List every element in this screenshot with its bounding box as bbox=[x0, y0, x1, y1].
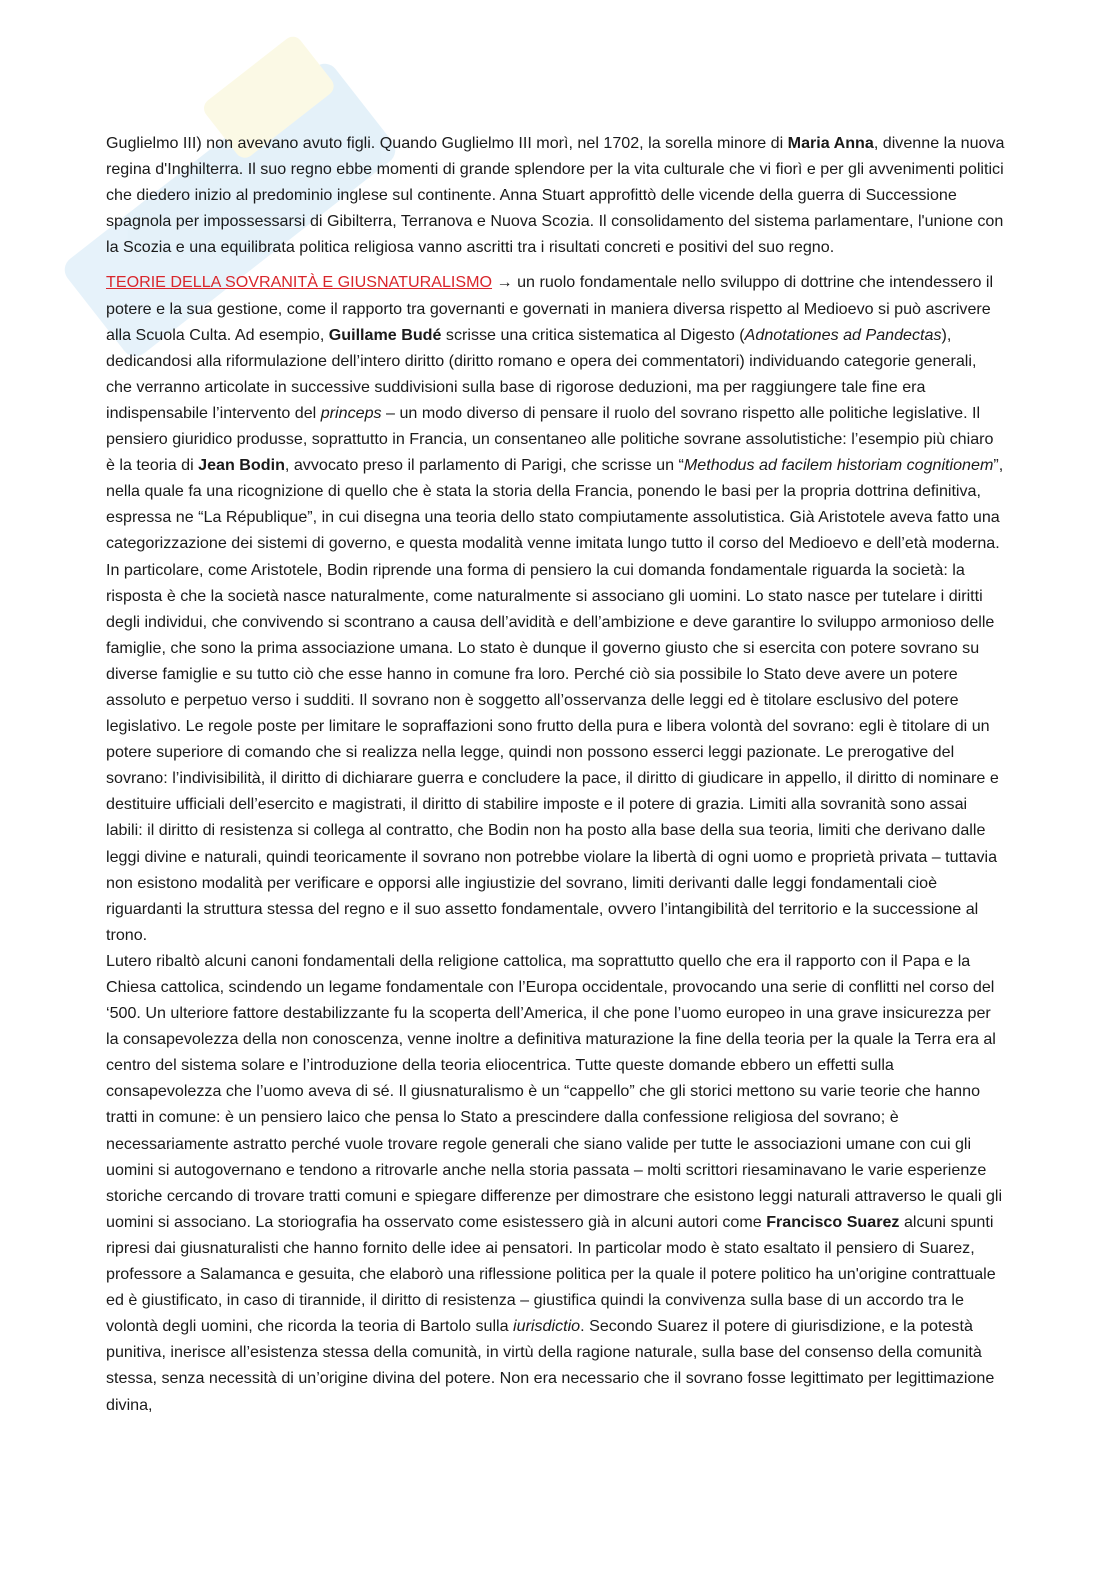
bold-name-bodin: Jean Bodin bbox=[198, 456, 285, 475]
italic-title-adnotationes: Adnotationes ad Pandectas bbox=[744, 325, 942, 344]
bold-name-suarez: Francisco Suarez bbox=[766, 1212, 900, 1231]
text-run: , avvocato preso il parlamento di Parigi, che scrisse un “ bbox=[284, 456, 684, 475]
text-run: , divenne la nuova regina d'Inghilterra. Il suo regno ebbe momenti di grande splendore per la vita culturale che vi fiorì e per gli avvenimenti politici che diedero inizio al predominio inglese sul continente. Anna Stuart approfittò delle vicende della guerra di Successione spagnola per impossessarsi di Gibilterra, Terranova e Nuova Scozia. Il consolidamento del sistema parlamentare, l'unione con la Scozia e una equilibrata politica religiosa vanno ascritti tra i risultati concreti e positivi del suo regno. bbox=[106, 134, 1005, 257]
arrow-glyph: → bbox=[492, 273, 518, 292]
text-run: Guglielmo III) non avevano avuto figli. Quando Guglielmo III morì, nel 1702, la sorella minore di bbox=[106, 134, 788, 152]
italic-princeps: princeps bbox=[320, 403, 382, 422]
text-run: ”, nella quale fa una ricognizione di quello che è stata la storia della Francia, ponendo le basi per la propria dottrina definitiva, espressa ne “La République”, in cui disegna una teoria dello stato compiutamente assolutistica. Già Aristotele aveva fatto una categorizzazione dei sistemi di governo, e questa modalità venne imitata lungo tutto il corso del Medioevo e dell’età moderna. In particolare, come Aristotele, Bodin riprende una forma di pensiero la cui domanda fondamentale riguarda la società: la risposta è che la società nasce naturalmente, come naturalmente si associano gli uomini. Lo stato nasce per tutelare i diritti degli individui, che convivendo si scontrano a causa dell’avidità e dell’ambizione e deve garantire lo sviluppo armonioso delle famiglie, che sono la prima associazione umana. Lo stato è dunque il governo giusto che si esercita con potere sovrano su diverse famiglie e su tutto ciò che esse hanno in comune fra loro. Perché ciò sia possibile lo Stato deve avere un potere assoluto e perpetuo verso i sudditi. Il sovrano non è soggetto all’osservanza delle leggi ed è titolare esclusivo del potere legislativo. Le regole poste per limitare le sopraffazioni sono frutto della pura e libera volontà del sovrano: egli è titolare di un potere superiore di comando che si realizza nella legge, quindi non possono esserci leggi pazionate. Le prerogative del sovrano: l’indivisibilità, il diritto di dichiarare guerra e concludere la pace, il diritto di giudicare in appello, il diritto di nominare e destituire ufficiali dell’esercito e magistrati, il diritto di stabilire imposte e il potere di grazia. Limiti alla sovranità sono assai labili: il diritto di resistenza si collega al contratto, che Bodin non ha posto alla base della sua teoria, limiti che derivano dalle leggi divine e naturali, quindi teoricamente il sovrano non potrebbe violare la libertà di ogni uomo e proprietà privata – tuttavia non esistono modalità per verificare e opporsi alle ingiustizie del sovrano, limiti derivanti dalle leggi fondamentali cioè riguardanti la struttura stessa del regno e il suo assetto fondamentale, ovvero l’intangibilità del territorio e la successione al trono. bbox=[106, 456, 1004, 944]
text-run: scrisse una critica sistematica al Digesto ( bbox=[441, 325, 745, 344]
section-heading-link[interactable]: TEORIE DELLA SOVRANITÀ E GIUSNATURALISMO bbox=[106, 273, 493, 292]
paragraph-sovranita bbox=[106, 269, 1006, 947]
text-run: alcuni spunti ripresi dai giusnaturalisti che hanno fornito delle idee ai pensatori. In particolar modo è stato esaltato il pensiero di Suarez, professore a Salamanca e gesuita, che elaborò una riflessione politica per la quale il potere politico ha un'origine contrattuale ed è giustificato, in caso di tirannide, il diritto di resistenza – giustifica quindi la convivenza sulla base di un accordo tra le volontà degli uomini, che ricorda la teoria di Bartolo sulla bbox=[106, 1212, 996, 1336]
text-run: un ruolo fondamentale nello sviluppo di dottrine che intendessero il potere e la sua gestione, come il rapporto tra governanti e governati in maniera diversa rispetto al Medioevo si può ascrivere alla Scuola Culta. Ad esempio, bbox=[106, 273, 994, 344]
italic-iurisdictio: iurisdictio bbox=[513, 1317, 581, 1336]
italic-title-methodus: Methodus ad facilem historiam cognitionem bbox=[683, 456, 994, 475]
text-run: Lutero ribaltò alcuni canoni fondamentali della religione cattolica, ma soprattutto quello che era il rapporto con il Papa e la Chiesa cattolica, scindendo un legame fondamentale con l’Europa occidentale, provocando una serie di conflitti nel corso del ‘500. Un ulteriore fattore destabilizzante fu la scoperta dell’America, il che pone l’uomo europeo in una grave insicurezza per la consapevolezza della non conoscenza, venne inoltre a definitiva maturazione la fine della teoria per la quale la Terra era al centro del sistema solare e l’introduzione della teoria eliocentrica. Tutte queste domande ebbero un effetti sulla consapevolezza che l’uomo aveva di sé. Il giusnaturalismo è un “cappello” che gli storici mettono su varie teorie che hanno tratti in comune: è un pensiero laico che pensa lo Stato a prescindere dalla confessione religiosa del sovrano; è necessariamente astratto perché vuole trovare regole generali che siano valide per tutte le associazioni umane con cui gli uomini si autogovernano e tendono a ritrovarle anche nella storia passata – molti scrittori riesaminavano le varie esperienze storiche cercando di trovare tratti comuni e spiegare differenze per dimostrare che esistono leggi naturali attraverso le quali gli uomini si associano. La storiografia ha osservato come esistessero già in alcuni autori come bbox=[106, 951, 1003, 1231]
document-page bbox=[106, 130, 1006, 1418]
bold-name-bude: Guillame Budé bbox=[328, 325, 442, 344]
text-run: – un modo diverso di pensare il ruolo del sovrano rispetto alle politiche legislative. Il pensiero giuridico produsse, soprattutto in Francia, un consentaneo alle politiche sovrane assolutistiche: l’esempio più chiaro è la teoria di bbox=[106, 403, 994, 475]
paragraph-anna-stuart bbox=[106, 130, 1006, 260]
bold-name-maria-anna: Maria Anna bbox=[787, 134, 874, 152]
text-run: ), dedicandosi alla riformulazione dell’intero diritto (diritto romano e opera dei commentatori) individuando categorie generali, che verranno articolate in successive suddivisioni sulla base di rigorose deduzioni, ma per raggiungere tale fine era indispensabile l’intervento del bbox=[106, 325, 977, 422]
text-run: . Secondo Suarez il potere di giurisdizione, e la potestà punitiva, inerisce all’esistenza stessa della comunità, in virtù della ragione naturale, sulla base del consenso della comunità stessa, senza necessità di un’origine divina del potere. Non era necessario che il sovrano fosse legittimato per legittimazione divina, bbox=[106, 1317, 995, 1414]
paragraph-giusnaturalismo bbox=[106, 948, 1006, 1418]
